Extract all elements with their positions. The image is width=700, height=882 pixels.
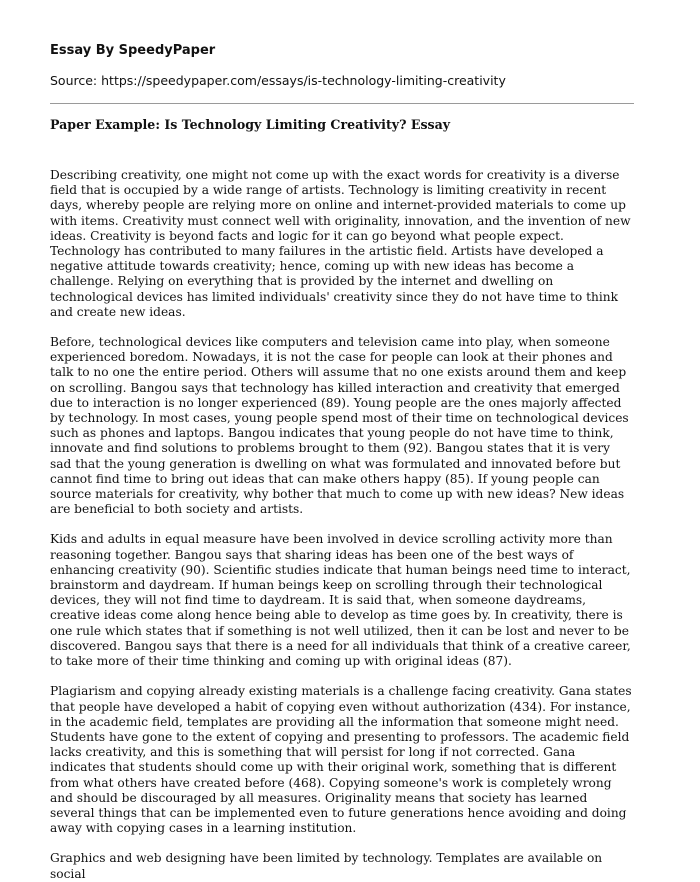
paper-title: Paper Example: Is Technology Limiting Creativity? Essay <box>50 117 451 132</box>
paragraph: Graphics and web designing have been limited by technology. Templates are available on social <box>50 851 603 881</box>
header-divider <box>50 103 634 104</box>
paragraph: Describing creativity, one might not come up with the exact words for creativity is a diverse field that is occupied by a wide range of artists. Technology is limiting creativity in recent days, whereby people are relying more on online and internet-provided materials to come up with items. Creativity must connect well with originality, innovation, and the invention of new ideas. Creativity is beyond facts and logic for it can go beyond what people expect. Technology has contributed to many failures in the artistic field. Artists have developed a negative attitude towards creativity; hence, coming up with new ideas has become a challenge. Relying on everything that is provided by the internet and dwelling on technological devices has limited individuals' creativity since they do not have time to think and create new ideas. <box>50 168 631 319</box>
essay-body <box>50 168 634 882</box>
paragraph: Plagiarism and copying already existing materials is a challenge facing creativity. Gana states that people have developed a habit of copying even without authorization (434). For instance, in the academic field, templates are providing all the information that someone might need. Students have gone to the extent of copying and presenting to professors. The academic field lacks creativity, and this is something that will persist for long if not corrected. Gana indicates that students should come up with their original work, something that is different from what others have created before (468). Copying someone's work is completely wrong and should be discouraged by all measures. Originality means that society has learned several things that can be implemented even to future generations hence avoiding and doing away with copying cases in a learning institution. <box>50 684 632 836</box>
source-line: Source: https://speedypaper.com/essays/is-technology-limiting-creativity <box>50 73 506 88</box>
paragraph: Kids and adults in equal measure have been involved in device scrolling activity more than reasoning together. Bangou says that sharing ideas has been one of the best ways of enhancing creativity (90). Scientific studies indicate that human beings need time to interact, brainstorm and daydream. If human beings keep on scrolling through their technological devices, they will not find time to daydream. It is said that, when someone daydreams, creative ideas come along hence being able to develop as time goes by. In creativity, there is one rule which states that if something is not well utilized, then it can be lost and never to be discovered. Bangou says that there is a need for all individuals that think of a creative career, to take more of their time thinking and coming up with original ideas (87). <box>50 532 631 669</box>
essay-by-heading: Essay By SpeedyPaper <box>50 43 216 58</box>
paragraph: Before, technological devices like computers and television came into play, when someone experienced boredom. Nowadays, it is not the case for people can look at their phones and talk to no one the entire period. Others will assume that no one exists around them and keep on scrolling. Bangou says that technology has killed interaction and creativity that emerged due to interaction is no longer experienced (89). Young people are the ones majorly affected by technology. In most cases, young people spend most of their time on technological devices such as phones and laptops. Bangou indicates that young people do not have time to think, innovate and find solutions to problems brought to them (92). Bangou states that it is very sad that the young generation is dwelling on what was formulated and innovated before but cannot find time to bring out ideas that can make others happy (85). If young people can source materials for creativity, why bother that much to come up with new ideas? New ideas are beneficial to both society and artists. <box>50 335 629 517</box>
